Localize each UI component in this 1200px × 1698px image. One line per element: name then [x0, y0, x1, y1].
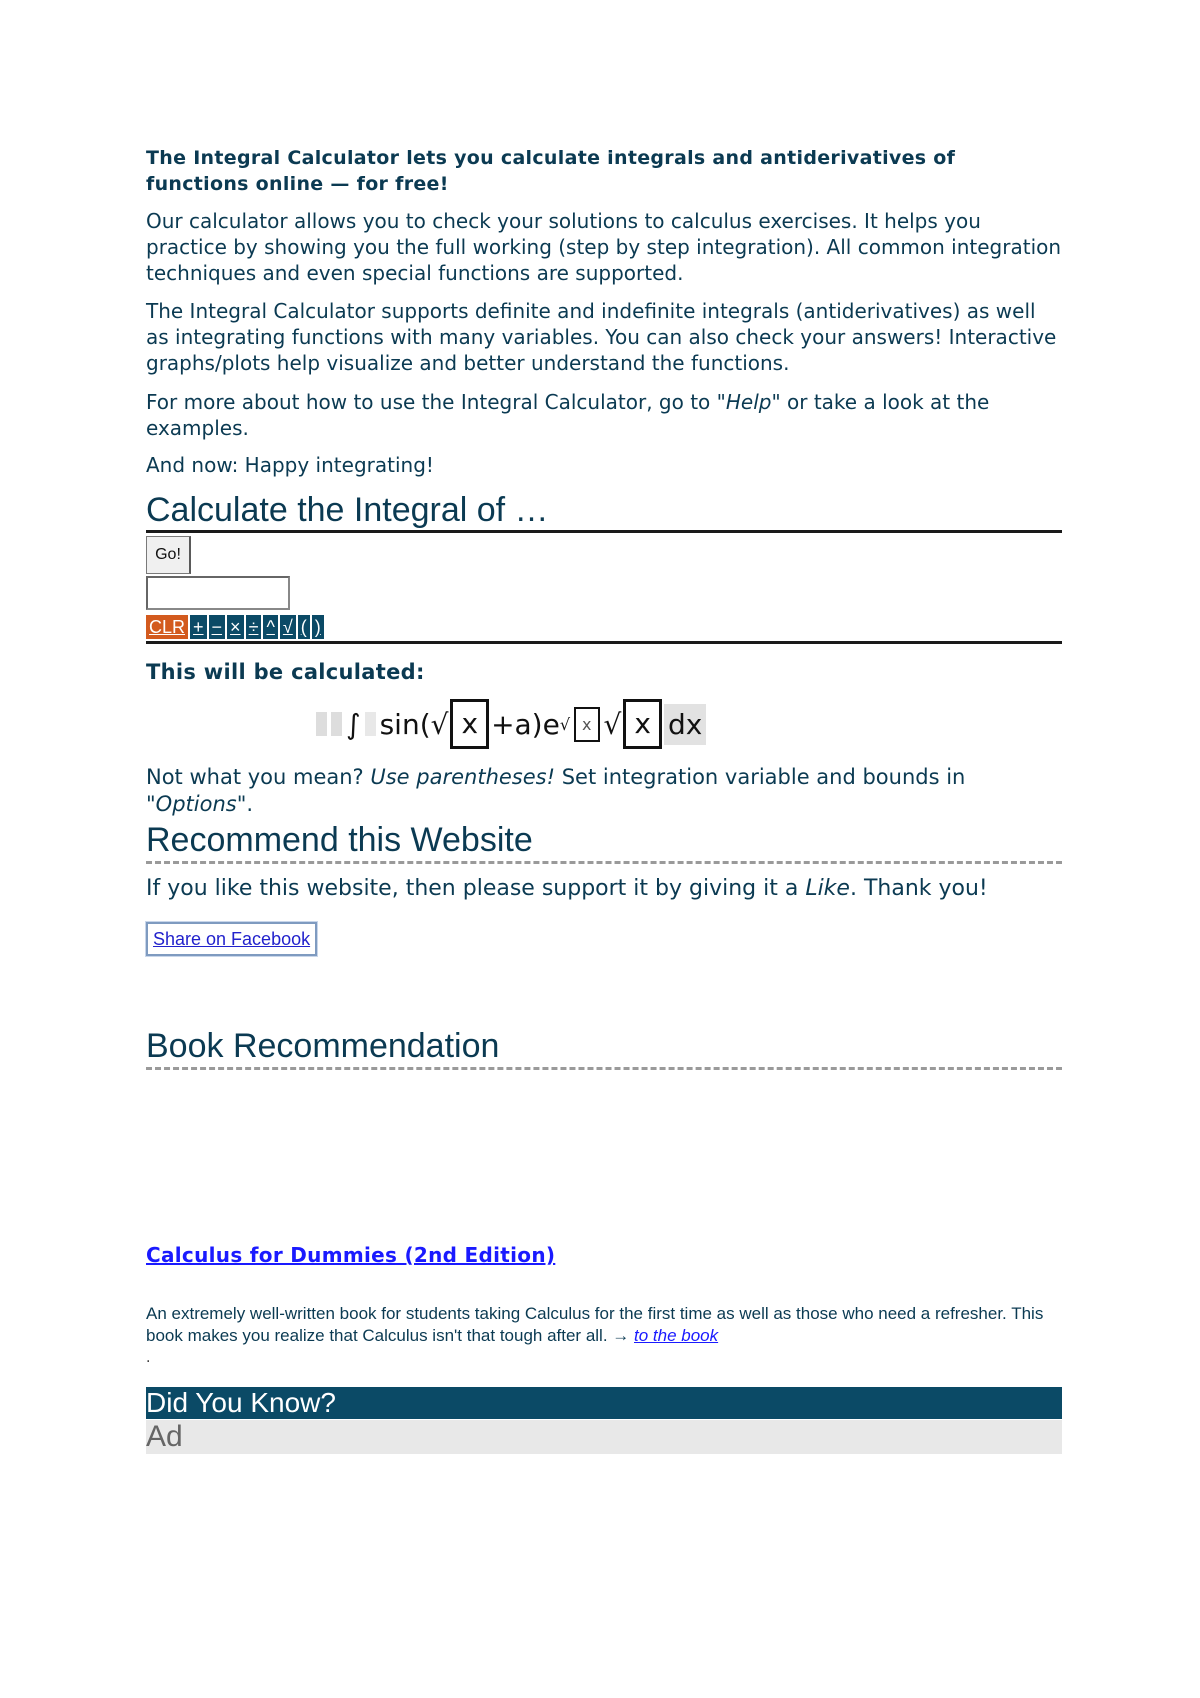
hint-text: Not what you mean? [146, 765, 371, 789]
book-description-text: An extremely well-written book for students taking Calculus for the first time as well as those who need a refresher. This book makes you realize that Calculus isn't that tough after all. → [146, 1304, 1044, 1345]
book-rule [146, 1067, 1062, 1070]
ad-placeholder: Ad [146, 1420, 1062, 1454]
keypad-rule [146, 641, 1062, 644]
help-link[interactable]: Help [725, 390, 772, 414]
formula-placeholder [316, 712, 327, 736]
key-divide[interactable]: ÷ [246, 615, 262, 639]
intro-paragraph-4: And now: Happy integrating! [146, 453, 434, 477]
go-button[interactable]: Go! [146, 536, 191, 574]
intro-paragraph-2: The Integral Calculator supports definite and indefinite integrals (antiderivatives) as well as integrating functions with many variables. You can also check your answers! Interactive graphs/plots help visualize and better understand the functions. [146, 299, 1057, 375]
to-the-book-link[interactable]: to the book [634, 1326, 719, 1345]
key-plus[interactable]: + [190, 615, 207, 639]
formula-box-x1: x [450, 699, 489, 749]
key-power[interactable]: ^ [263, 615, 277, 639]
formula-dx: dx [664, 704, 706, 745]
hint-emphasis: Use parentheses! [370, 765, 556, 789]
share-facebook-button[interactable]: Share on Facebook [146, 922, 317, 956]
recommend-text-before: If you like this website, then please support it by giving it a [146, 876, 806, 901]
preview-label: This will be calculated: [146, 660, 425, 684]
formula-preview [316, 695, 706, 753]
formula-small-box: x [574, 707, 599, 742]
like-emphasis: Like [805, 876, 850, 901]
options-link[interactable]: Options [155, 792, 237, 816]
book-heading: Book Recommendation [146, 1027, 500, 1065]
keypad [146, 615, 324, 639]
formula-box-x2: x [623, 699, 662, 749]
intro-paragraph-1: Our calculator allows you to check your solutions to calculus exercises. It helps you practice by showing you the full working (step by step integration). All common integration techniques and even special functions are supported. [146, 209, 1062, 285]
did-you-know-heading: Did You Know? [146, 1387, 1062, 1419]
formula-sin: sin(√ [379, 707, 449, 741]
recommend-text-after: . Thank you! [849, 876, 988, 901]
intro-headline: The Integral Calculator lets you calculate integrals and antiderivatives of functions online — for free! [146, 147, 956, 195]
key-multiply[interactable]: × [227, 615, 244, 639]
key-close-paren[interactable]: ) [312, 615, 324, 639]
integral-symbol: ∫ [346, 707, 361, 741]
recommend-heading: Recommend this Website [146, 821, 533, 859]
calculate-heading: Calculate the Integral of … [146, 491, 549, 529]
formula-mid: +a)e [491, 707, 560, 741]
book-title-link[interactable]: Calculus for Dummies (2nd Edition) [146, 1243, 556, 1267]
hint-text: Set integration variable and bounds in " [146, 765, 966, 816]
formula-small-sqrt: √ [559, 714, 571, 734]
key-open-paren[interactable]: ( [298, 615, 310, 639]
expression-input[interactable] [146, 576, 290, 610]
recommend-rule [146, 861, 1062, 864]
key-minus[interactable]: − [209, 615, 226, 639]
recommend-text [146, 875, 1062, 903]
heading-rule [146, 530, 1062, 533]
formula-placeholder [331, 712, 342, 736]
formula-placeholder [365, 712, 376, 736]
intro-paragraph-3 [146, 389, 1062, 441]
p3-text-after: " or take a look at the examples. [146, 390, 990, 440]
key-sqrt[interactable]: √ [280, 615, 296, 639]
formula-sqrt2: √ [603, 707, 622, 741]
parentheses-hint [146, 764, 1062, 818]
hint-text: ". [236, 792, 254, 816]
small-dot: . [146, 1350, 151, 1366]
key-clear[interactable]: CLR [146, 615, 188, 639]
p3-text-before: For more about how to use the Integral Calculator, go to " [146, 390, 726, 414]
book-description [146, 1303, 1062, 1347]
